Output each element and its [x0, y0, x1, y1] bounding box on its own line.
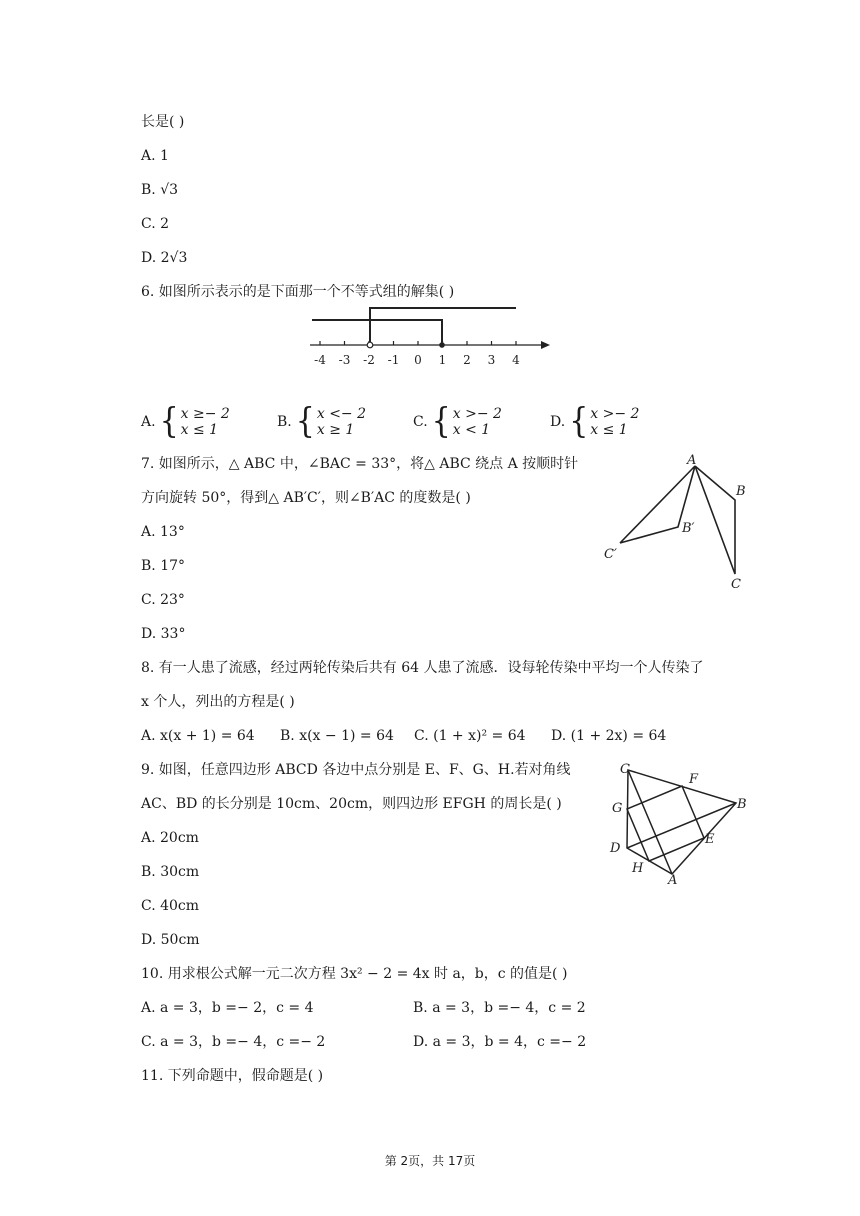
q9-label-b: B: [737, 797, 747, 812]
q9-label-c: C: [620, 762, 630, 777]
q6-tick-label: -1: [387, 353, 400, 367]
q10-stem: 10. 用求根公式解一元二次方程 3x² − 2 = 4x 时 a，b，c 的值是( ): [141, 966, 568, 982]
q9-label-a: A: [668, 873, 678, 888]
q9-label-e: E: [705, 832, 715, 847]
q10-option-b: B. a = 3，b =− 4，c = 2: [413, 1000, 586, 1016]
q9-label-g: G: [612, 801, 623, 816]
q9-label-d: D: [610, 841, 621, 856]
q7-option-d: D. 33°: [141, 626, 186, 642]
q6-tick-label: -4: [314, 353, 326, 367]
q6-tick-label: 4: [512, 353, 520, 367]
q6-stem: 6. 如图所示表示的是下面那一个不等式组的解集( ): [141, 284, 455, 300]
q10-option-d: D. a = 3，b = 4，c =− 2: [413, 1034, 587, 1050]
q6-axis-arrow: [541, 341, 550, 349]
q6-tick-label: 1: [438, 353, 447, 367]
q7-stem-line1: 7. 如图所示，△ ABC 中，∠BAC = 33°，将△ ABC 绕点 A 按顺时针: [141, 456, 579, 472]
q10-option-a: A. a = 3，b =− 2，c = 4: [141, 1000, 314, 1016]
q7-option-a: A. 13°: [141, 524, 185, 540]
q9-quadrilateral-figure: [604, 756, 754, 888]
q9-option-b: B. 30cm: [141, 864, 200, 880]
q6-option-d: D. { x >− 2 x ≤ 1: [550, 401, 640, 442]
q8-option-b: B. x(x − 1) = 64: [280, 728, 394, 744]
q6-closed-point: [439, 342, 445, 348]
q9-option-d: D. 50cm: [141, 932, 200, 948]
q9-option-a: A. 20cm: [141, 830, 199, 846]
q7-label-cp: C′: [604, 547, 617, 562]
q6-tick-label: 2: [463, 353, 471, 367]
q7-triangle-figure: [598, 448, 763, 596]
q8-option-c: C. (1 + x)² = 64: [414, 728, 526, 744]
q9-stem-line1: 9. 如图，任意四边形 ABCD 各边中点分别是 E、F、G、H.若对角线: [141, 762, 571, 778]
q6-number-line-figure: [306, 302, 556, 374]
q6-open-point: [367, 342, 373, 348]
q10-option-c: C. a = 3，b =− 4，c =− 2: [141, 1034, 326, 1050]
q6-option-c: C. { x >− 2 x < 1: [413, 401, 502, 442]
q5-option-b: B. √3: [141, 182, 179, 198]
q6-tick-label: -2: [363, 353, 375, 367]
q6-tick-label: 0: [414, 353, 422, 367]
q5-option-d: D. 2√3: [141, 250, 188, 266]
q8-option-d: D. (1 + 2x) = 64: [551, 728, 667, 744]
q9-stem-line2: AC、BD 的长分别是 10cm、20cm，则四边形 EFGH 的周长是( ): [141, 796, 562, 812]
q5-stem-tail: 长是( ): [141, 114, 185, 130]
q9-option-c: C. 40cm: [141, 898, 200, 914]
page-footer: 第 2页，共 17页: [384, 1154, 476, 1168]
q9-label-h: H: [632, 861, 644, 876]
q7-label-a: A: [687, 453, 697, 468]
q5-option-a: A. 1: [141, 148, 169, 164]
q7-label-bp: B′: [682, 521, 695, 536]
q5-option-c: C. 2: [141, 216, 170, 232]
q7-option-c: C. 23°: [141, 592, 185, 608]
q6-option-a: A. { x ≥− 2 x ≤ 1: [141, 401, 230, 442]
q7-label-c: C: [731, 577, 741, 592]
q9-label-f: F: [689, 772, 699, 787]
q6-option-b: B. { x <− 2 x ≥ 1: [277, 401, 367, 442]
q7-stem-line2: 方向旋转 50°，得到△ AB′C′，则∠B′AC 的度数是( ): [141, 490, 471, 506]
q6-left-ray: [312, 320, 442, 344]
q8-option-a: A. x(x + 1) = 64: [141, 728, 255, 744]
q7-label-b: B: [736, 484, 746, 499]
q8-stem-line2: x 个人，列出的方程是( ): [141, 694, 295, 710]
q8-stem-line1: 8. 有一人患了流感，经过两轮传染后共有 64 人患了流感．设每轮传染中平均一个人传染了: [141, 660, 704, 676]
q7-option-b: B. 17°: [141, 558, 186, 574]
q6-tick-label: -3: [338, 353, 351, 367]
q11-stem: 11. 下列命题中，假命题是( ): [141, 1068, 324, 1084]
q6-tick-label: 3: [487, 353, 496, 367]
